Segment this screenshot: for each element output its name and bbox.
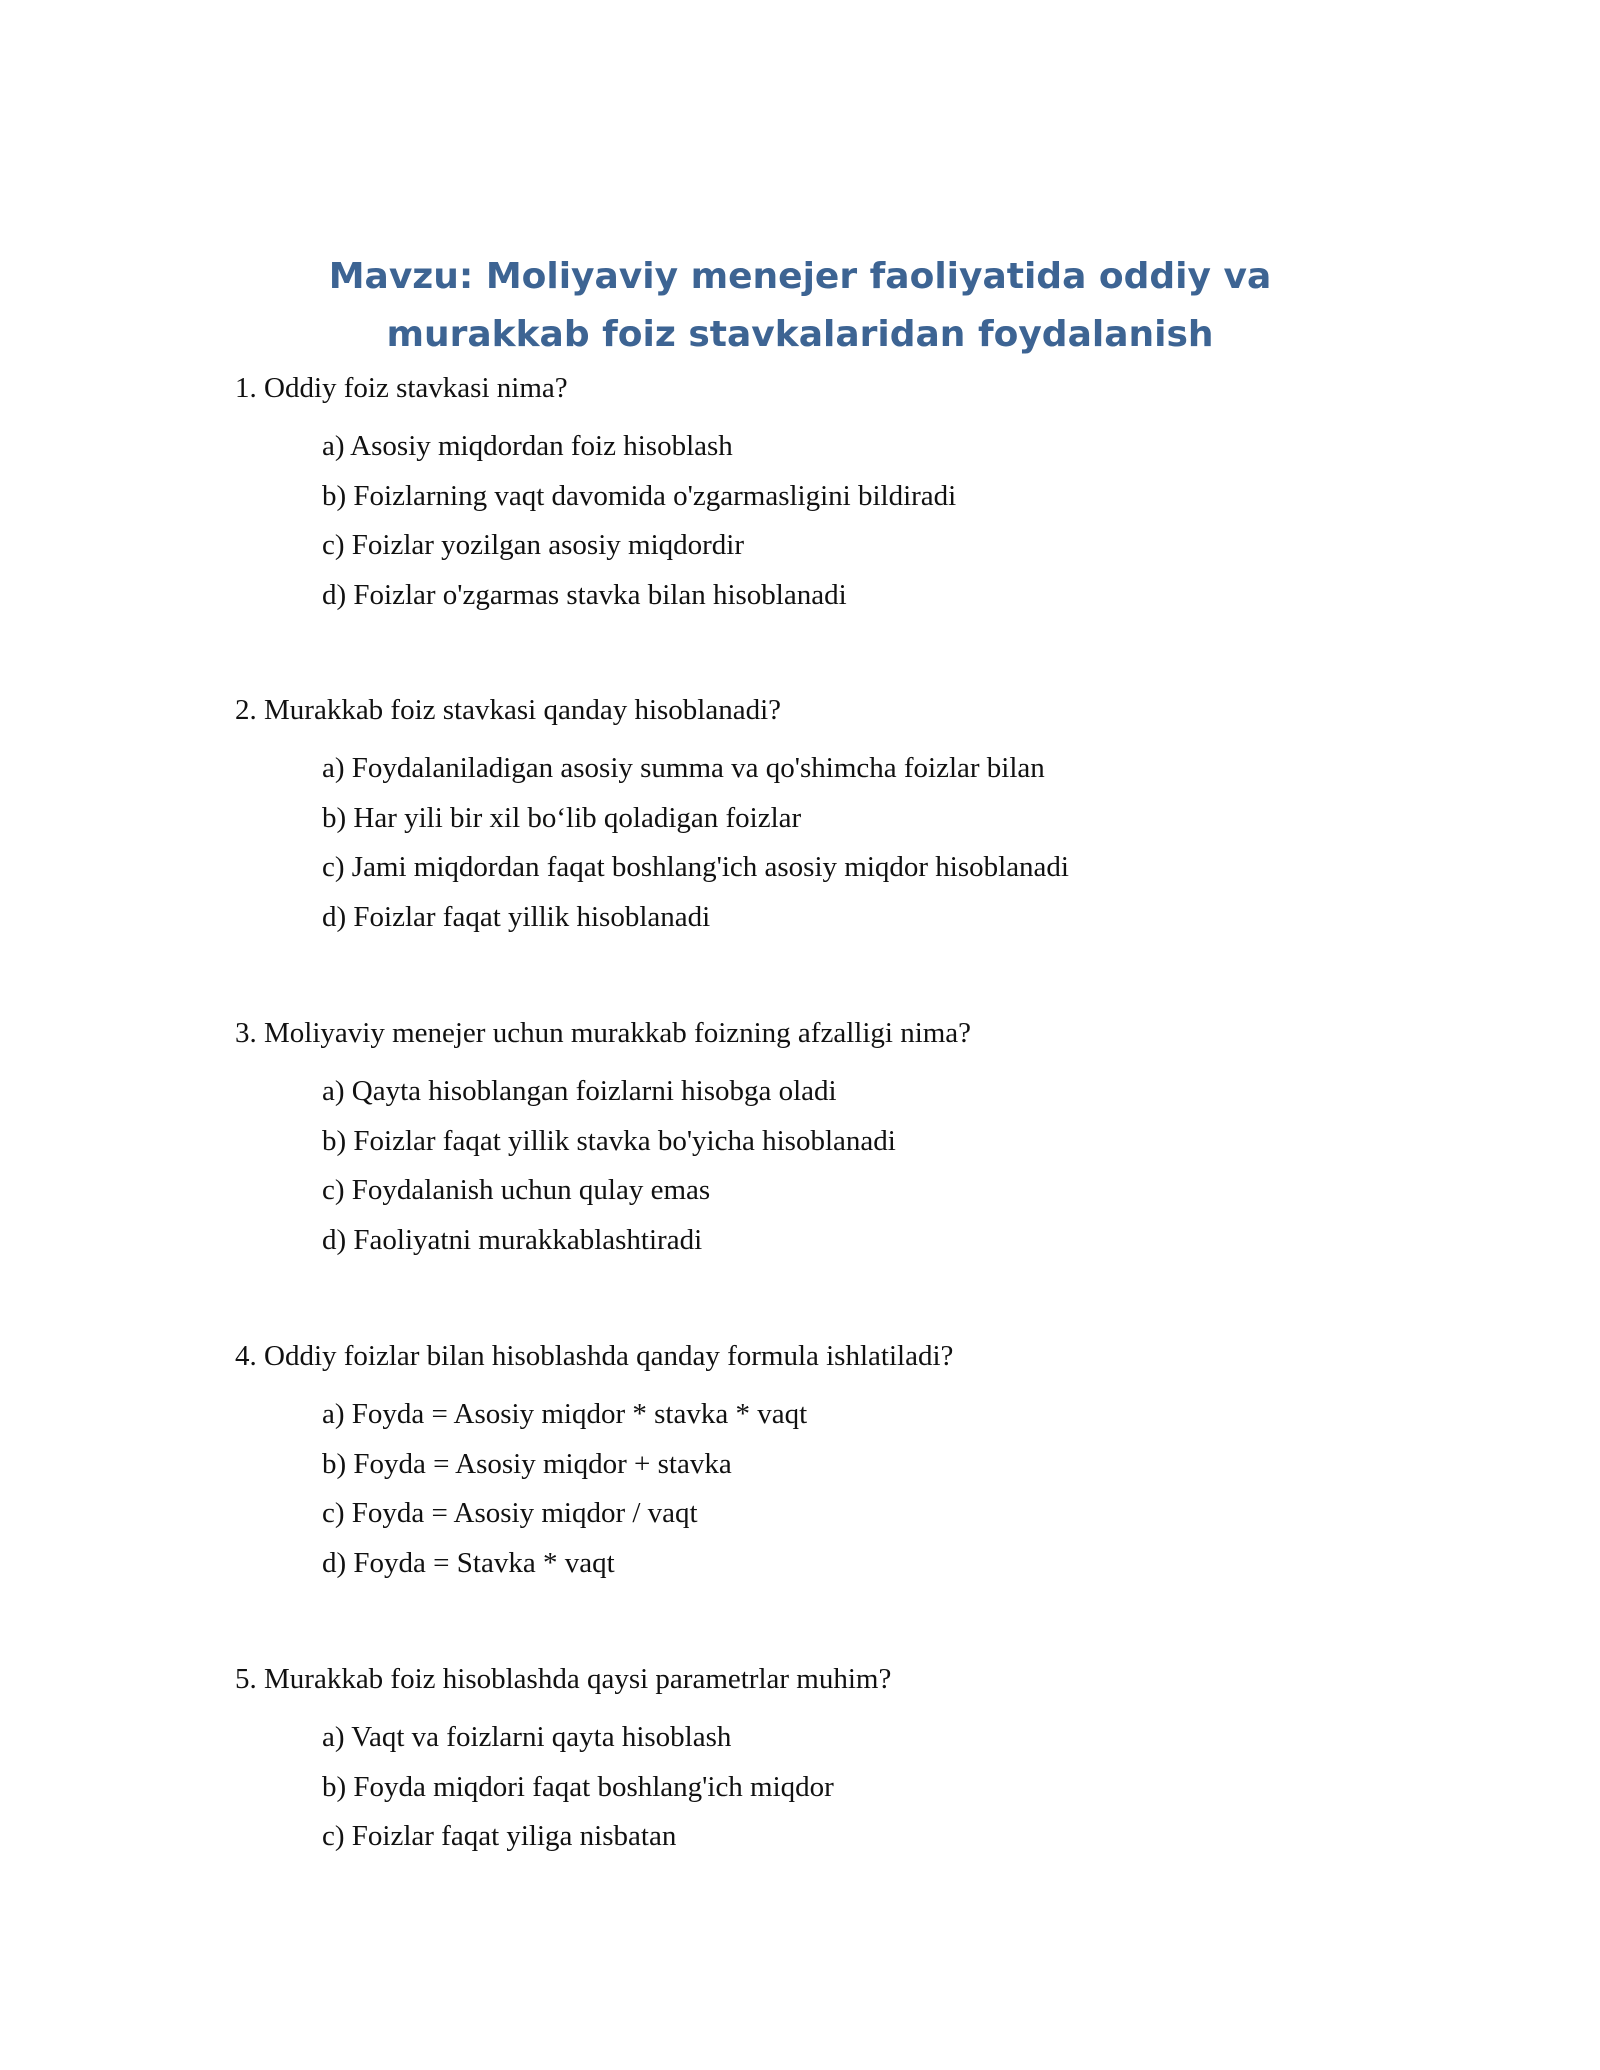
answer-option-b: b) Har yili bir xil bo‘lib qoladigan foizlar	[322, 801, 802, 834]
answer-option-d: d) Faoliyatni murakkablashtiradi	[322, 1223, 703, 1256]
answer-options	[322, 1713, 1435, 1862]
answer-option-d: d) Foizlar o'zgarmas stavka bilan hisoblanadi	[322, 578, 847, 611]
answer-option-a: a) Foyda = Asosiy miqdor * stavka * vaqt	[322, 1398, 808, 1430]
answer-option-d: d) Foyda = Stavka * vaqt	[322, 1546, 615, 1579]
answer-option-b: b) Foyda miqdori faqat boshlang'ich miqdor	[322, 1770, 834, 1803]
question-text: 2. Murakkab foiz stavkasi qanday hisoblanadi?	[235, 694, 782, 726]
answer-options	[322, 1067, 1435, 1265]
page-title: Mavzu: Moliyaviy menejer faoliyatida oddiy va murakkab foiz stavkalaridan foydalanish	[328, 256, 1272, 355]
question-5	[235, 1659, 1435, 1862]
answer-option-a: a) Vaqt va foizlarni qayta hisoblash	[322, 1721, 732, 1753]
question-text: 5. Murakkab foiz hisoblashda qaysi parametrlar muhim?	[235, 1663, 892, 1695]
answer-option-b: b) Foizlar faqat yillik stavka bo'yicha hisoblanadi	[322, 1124, 896, 1157]
answer-options	[322, 744, 1435, 942]
question-3	[235, 1013, 1435, 1265]
answer-option-c: c) Foyda = Asosiy miqdor / vaqt	[322, 1497, 698, 1529]
answer-options	[322, 1390, 1435, 1588]
answer-option-a: a) Asosiy miqdordan foiz hisoblash	[322, 430, 733, 462]
question-2	[235, 690, 1435, 942]
answer-option-a: a) Qayta hisoblangan foizlarni hisobga oladi	[322, 1075, 837, 1107]
question-text: 3. Moliyaviy menejer uchun murakkab foizning afzalligi nima?	[235, 1017, 972, 1049]
answer-options	[322, 422, 1435, 620]
answer-option-a: a) Foydalaniladigan asosiy summa va qo'shimcha foizlar bilan	[322, 752, 1045, 784]
answer-option-b: b) Foizlarning vaqt davomida o'zgarmasligini bildiradi	[322, 479, 957, 512]
answer-option-c: c) Foizlar yozilgan asosiy miqdordir	[322, 529, 745, 561]
answer-option-b: b) Foyda = Asosiy miqdor + stavka	[322, 1447, 732, 1480]
answer-option-d: d) Foizlar faqat yillik hisoblanadi	[322, 900, 711, 933]
question-1	[235, 368, 1435, 620]
question-4	[235, 1336, 1435, 1588]
answer-option-c: c) Jami miqdordan faqat boshlang'ich asosiy miqdor hisoblanadi	[322, 851, 1069, 883]
question-text: 1. Oddiy foiz stavkasi nima?	[235, 372, 568, 404]
question-text: 4. Oddiy foizlar bilan hisoblashda qanday formula ishlatiladi?	[235, 1340, 954, 1372]
answer-option-c: c) Foydalanish uchun qulay emas	[322, 1174, 711, 1206]
answer-option-c: c) Foizlar faqat yiliga nisbatan	[322, 1820, 677, 1852]
